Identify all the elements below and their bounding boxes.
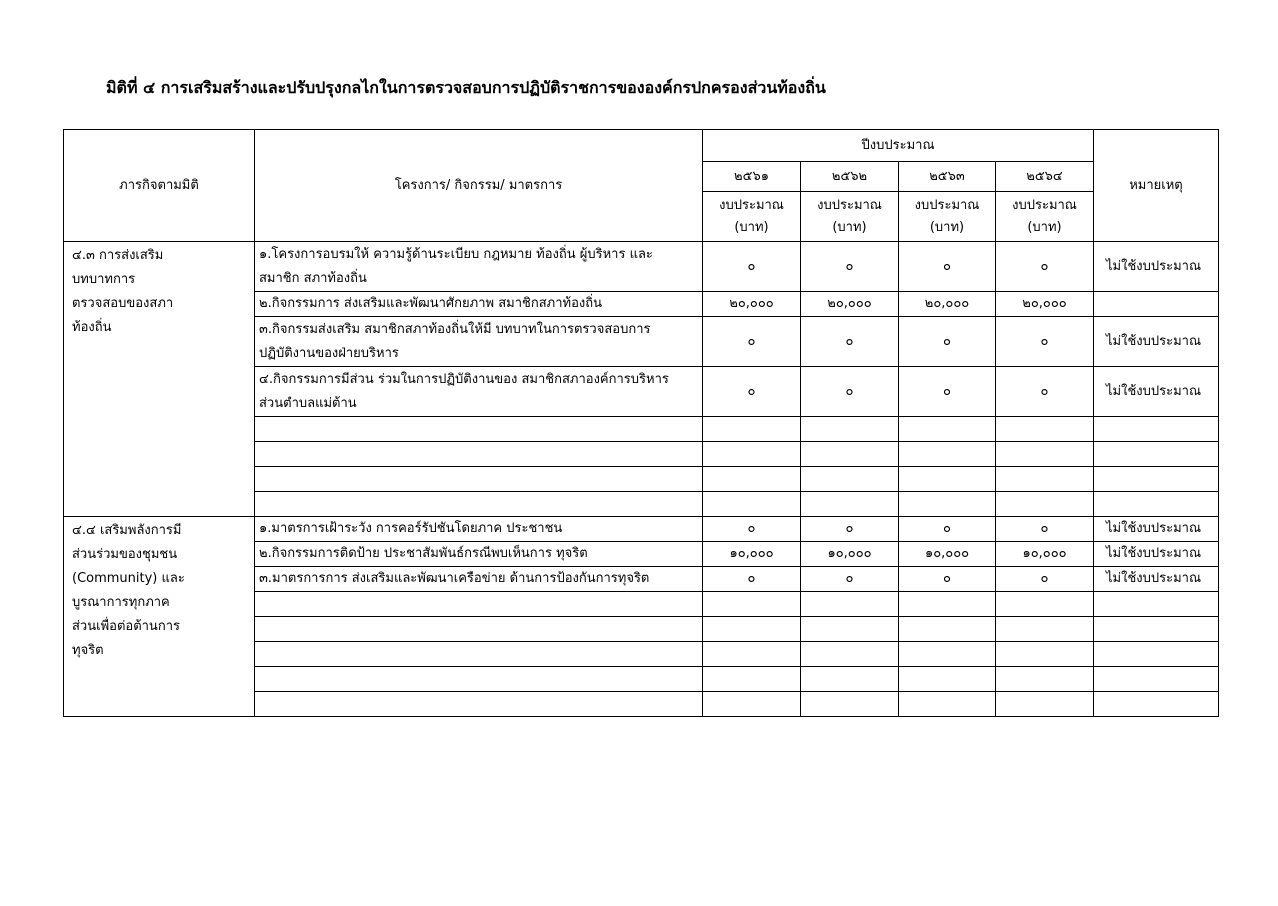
budget-value: ๐ — [703, 367, 801, 417]
empty-cell — [1094, 692, 1219, 717]
budget-value: ๐ — [996, 367, 1094, 417]
project-cell — [255, 317, 703, 367]
empty-cell — [801, 617, 899, 642]
empty-cell — [996, 667, 1094, 692]
unit-label: งบประมาณ — [1012, 197, 1077, 213]
empty-cell — [801, 592, 899, 617]
project-line: ปฏิบัติงานของฝ่ายบริหาร — [259, 345, 399, 361]
empty-cell — [703, 642, 801, 667]
empty-cell — [996, 417, 1094, 442]
mission-line: บูรณาการทุกภาค — [72, 595, 170, 610]
budget-value: ๐ — [703, 242, 801, 292]
header-year: ๒๕๖๓ — [899, 162, 996, 192]
budget-value: ๐ — [899, 317, 996, 367]
project-line: ๑.โครงการอบรมให้ ความรู้ด้านระเบียบ กฎหมาย ท้องถิ่น ผู้บริหาร และ — [259, 246, 653, 262]
budget-value: ๐ — [703, 517, 801, 542]
mission-line: ๔.๓ การส่งเสริม — [72, 248, 164, 263]
empty-cell — [1094, 492, 1219, 517]
header-note: หมายเหตุ — [1094, 130, 1219, 242]
unit-currency: (บาท) — [1027, 219, 1062, 235]
header-budget-unit — [703, 192, 801, 242]
project-cell — [255, 367, 703, 417]
empty-cell — [255, 417, 703, 442]
project-line: ๒.กิจกรรมการ ส่งเสริมและพัฒนาศักยภาพ สมาชิกสภาท้องถิ่น — [259, 296, 603, 311]
header-budget-unit — [801, 192, 899, 242]
budget-value: ๑๐,๐๐๐ — [899, 542, 996, 567]
header-budget-unit — [996, 192, 1094, 242]
budget-value: ๐ — [899, 367, 996, 417]
unit-label: งบประมาณ — [817, 197, 882, 213]
empty-cell — [996, 642, 1094, 667]
project-line: ๓.มาตรการการ ส่งเสริมและพัฒนาเครือข่าย ด้านการป้องกันการทุจริต — [259, 571, 650, 586]
project-cell — [255, 292, 703, 317]
budget-value: ๐ — [801, 567, 899, 592]
empty-cell — [899, 442, 996, 467]
empty-cell — [899, 592, 996, 617]
project-line: สมาชิก สภาท้องถิ่น — [259, 270, 367, 286]
header-budget-unit — [899, 192, 996, 242]
mission-line: ตรวจสอบของสภา — [72, 296, 174, 311]
unit-currency: (บาท) — [734, 219, 769, 235]
empty-cell — [703, 492, 801, 517]
budget-value: ๐ — [801, 367, 899, 417]
header-budget-year: ปีงบประมาณ — [703, 130, 1094, 162]
budget-value: ๒๐,๐๐๐ — [899, 292, 996, 317]
empty-cell — [1094, 667, 1219, 692]
budget-value: ๐ — [801, 517, 899, 542]
empty-cell — [255, 617, 703, 642]
empty-cell — [255, 442, 703, 467]
empty-cell — [996, 467, 1094, 492]
header-year: ๒๕๖๑ — [703, 162, 801, 192]
budget-value: ๒๐,๐๐๐ — [996, 292, 1094, 317]
project-cell — [255, 242, 703, 292]
empty-cell — [255, 642, 703, 667]
unit-label: งบประมาณ — [719, 197, 784, 213]
empty-cell — [899, 692, 996, 717]
mission-line: (Community) และ — [72, 571, 185, 586]
budget-value: ๐ — [899, 517, 996, 542]
budget-value: ๐ — [996, 317, 1094, 367]
header-mission: ภารกิจตามมิติ — [64, 130, 255, 242]
mission-line: ส่วนร่วมของชุมชน — [72, 547, 178, 562]
empty-cell — [1094, 442, 1219, 467]
empty-cell — [996, 592, 1094, 617]
empty-cell — [703, 417, 801, 442]
budget-value: ๐ — [996, 517, 1094, 542]
empty-cell — [255, 667, 703, 692]
project-line: ๔.กิจกรรมการมีส่วน ร่วมในการปฏิบัติงานของ สมาชิกสภาองค์การบริหาร — [259, 371, 669, 387]
mission-line: ท้องถิ่น — [72, 320, 112, 335]
empty-cell — [1094, 642, 1219, 667]
empty-cell — [899, 667, 996, 692]
empty-cell — [801, 492, 899, 517]
empty-cell — [801, 692, 899, 717]
empty-cell — [255, 492, 703, 517]
budget-value: ๐ — [996, 567, 1094, 592]
note-cell: ไม่ใช้งบประมาณ — [1094, 317, 1219, 367]
budget-value: ๐ — [703, 317, 801, 367]
budget-value: ๒๐,๐๐๐ — [801, 292, 899, 317]
project-cell — [255, 517, 703, 542]
empty-cell — [996, 492, 1094, 517]
mission-cell — [64, 517, 255, 717]
unit-currency: (บาท) — [832, 219, 867, 235]
empty-cell — [996, 442, 1094, 467]
empty-cell — [801, 642, 899, 667]
table-row — [64, 242, 1219, 292]
mission-line: ๔.๔ เสริมพลังการมี — [72, 523, 182, 538]
empty-cell — [1094, 617, 1219, 642]
empty-cell — [1094, 417, 1219, 442]
empty-cell — [899, 467, 996, 492]
empty-cell — [703, 592, 801, 617]
empty-cell — [899, 417, 996, 442]
empty-cell — [1094, 592, 1219, 617]
project-line: ๒.กิจกรรมการติดป้าย ประชาสัมพันธ์กรณีพบเห็นการ ทุจริต — [259, 546, 588, 561]
mission-line: ส่วนเพื่อต่อต้านการ — [72, 619, 180, 634]
empty-cell — [899, 642, 996, 667]
budget-value: ๐ — [899, 242, 996, 292]
empty-cell — [801, 442, 899, 467]
empty-cell — [255, 467, 703, 492]
empty-cell — [703, 617, 801, 642]
note-cell: ไม่ใช้งบประมาณ — [1094, 242, 1219, 292]
project-line: ส่วนตำบลแม่ต้าน — [259, 395, 357, 411]
empty-cell — [255, 692, 703, 717]
mission-line: บทบาทการ — [72, 272, 136, 287]
unit-label: งบประมาณ — [914, 197, 980, 213]
empty-cell — [801, 667, 899, 692]
budget-value: ๑๐,๐๐๐ — [801, 542, 899, 567]
budget-value: ๐ — [899, 567, 996, 592]
empty-cell — [703, 692, 801, 717]
mission-line: ทุจริต — [72, 643, 104, 658]
unit-currency: (บาท) — [929, 219, 965, 235]
note-cell: ไม่ใช้งบประมาณ — [1094, 517, 1219, 542]
budget-value: ๑๐,๐๐๐ — [703, 542, 801, 567]
header-project: โครงการ/ กิจกรรม/ มาตรการ — [255, 130, 703, 242]
empty-cell — [703, 667, 801, 692]
anti-corruption-plan-table — [63, 129, 1219, 717]
empty-cell — [703, 467, 801, 492]
empty-cell — [1094, 467, 1219, 492]
budget-value: ๒๐,๐๐๐ — [703, 292, 801, 317]
empty-cell — [703, 442, 801, 467]
project-line: ๓.กิจกรรมส่งเสริม สมาชิกสภาท้องถิ่นให้มี บทบาทในการตรวจสอบการ — [259, 321, 651, 337]
project-cell — [255, 542, 703, 567]
note-cell: ไม่ใช้งบประมาณ — [1094, 567, 1219, 592]
empty-cell — [801, 467, 899, 492]
budget-value: ๐ — [801, 242, 899, 292]
empty-cell — [801, 417, 899, 442]
page-title: มิติที่ ๔ การเสริมสร้างและปรับปรุงกลไกในการตรวจสอบการปฏิบัติราชการขององค์กรปกครองส่วนท้องถิ่น — [106, 78, 826, 97]
empty-cell — [899, 617, 996, 642]
mission-cell — [64, 242, 255, 517]
budget-value: ๐ — [801, 317, 899, 367]
budget-value: ๐ — [996, 242, 1094, 292]
empty-cell — [996, 617, 1094, 642]
note-cell: ไม่ใช้งบประมาณ — [1094, 367, 1219, 417]
empty-cell — [255, 592, 703, 617]
empty-cell — [996, 692, 1094, 717]
table-row — [64, 517, 1219, 542]
project-cell — [255, 567, 703, 592]
budget-value: ๑๐,๐๐๐ — [996, 542, 1094, 567]
header-year: ๒๕๖๔ — [996, 162, 1094, 192]
note-cell — [1094, 292, 1219, 317]
empty-cell — [899, 492, 996, 517]
budget-value: ๐ — [703, 567, 801, 592]
note-cell: ไม่ใช้งบประมาณ — [1094, 542, 1219, 567]
header-year: ๒๕๖๒ — [801, 162, 899, 192]
project-line: ๑.มาตรการเฝ้าระวัง การคอร์รัปชันโดยภาค ประชาชน — [259, 521, 563, 536]
